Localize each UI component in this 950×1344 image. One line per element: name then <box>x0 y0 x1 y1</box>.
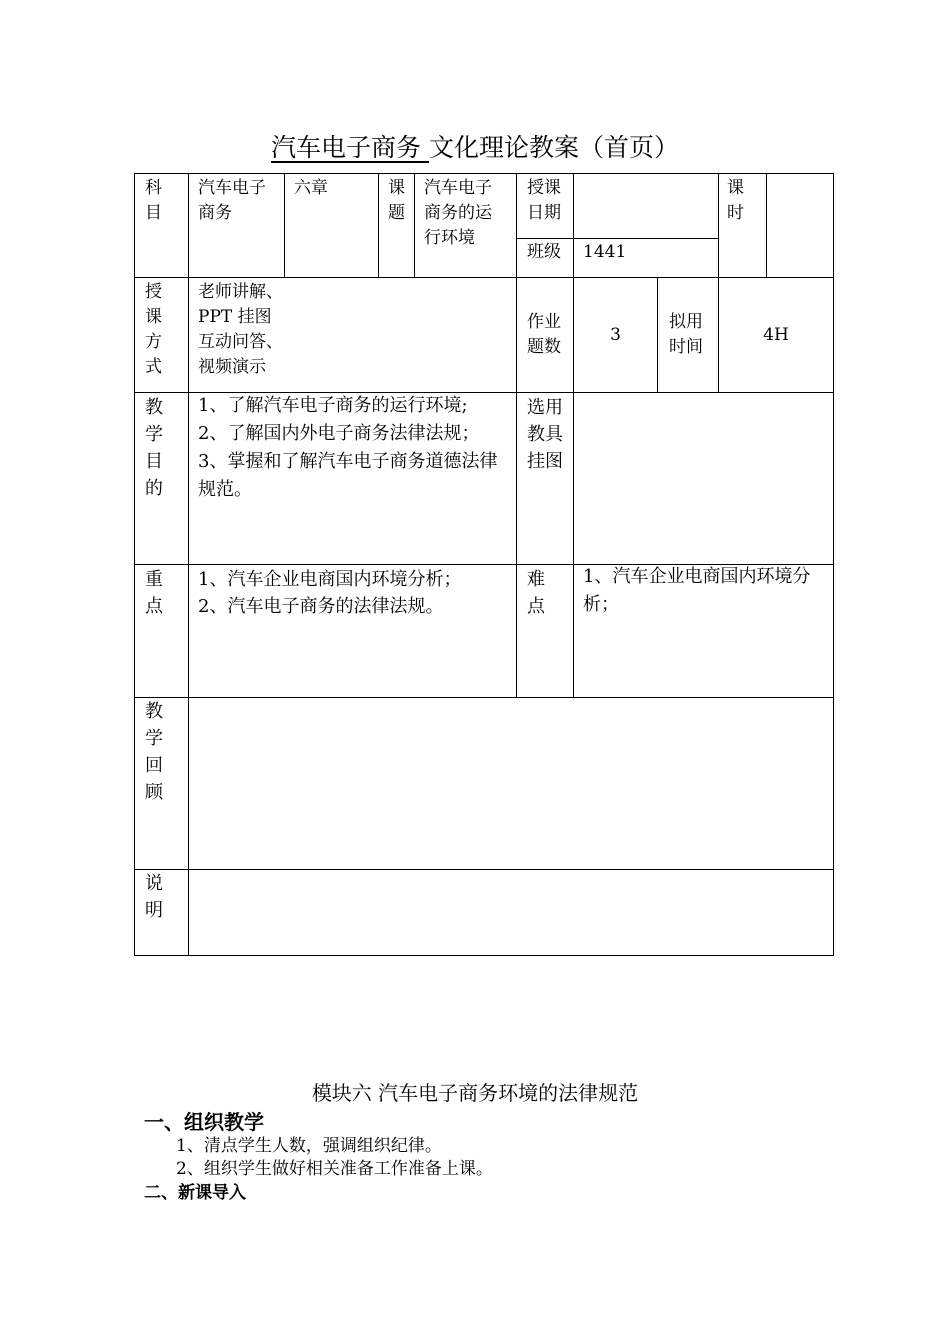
module-title: 模块六 汽车电子商务环境的法律规范 <box>311 1081 639 1105</box>
table-col-f <box>718 173 719 278</box>
notes-label: 说 明 <box>145 873 163 921</box>
table-col-h <box>657 277 658 393</box>
method-value: 老师讲解、 PPT 挂图 互动问答、 视频演示 <box>198 282 283 377</box>
keypoint-value: 1、汽车企业电商国内环境分析； 2、汽车电子商务的法律法规。 <box>198 569 462 617</box>
date-label: 授课 日期 <box>527 178 561 223</box>
topic-value: 汽车电子 商务的运 行环境 <box>424 178 492 248</box>
table-col-d <box>516 173 517 698</box>
table-border-right <box>833 173 834 956</box>
subject-label: 科 目 <box>145 178 162 223</box>
difficulty-value: 1、汽车企业电商国内环境分析； <box>583 566 811 615</box>
table-col-c <box>414 173 415 278</box>
table-col-b <box>378 173 379 278</box>
difficulty-label: 难 点 <box>527 569 545 617</box>
title-subject: 汽车电子商务 <box>271 133 429 162</box>
title-rest: 文化理论教案（首页） <box>428 133 679 162</box>
objective-value: 1、了解汽车电子商务的运行环境; 2、了解国内外电子商务法律法规； 3、掌握和了解汽车电子商务道德法律规范。 <box>198 395 498 500</box>
table-line-row5 <box>134 869 834 870</box>
table-col-e <box>573 173 574 698</box>
homework-value: 3 <box>610 325 621 345</box>
hours-label: 课 时 <box>727 178 744 223</box>
review-label: 教 学 回 顾 <box>145 701 163 803</box>
table-col-g <box>766 173 767 278</box>
table-line-row1 <box>134 277 834 278</box>
subject-value: 汽车电子 商务 <box>198 178 266 223</box>
list-item: 2、组织学生做好相关准备工作准备上课。 <box>176 1159 493 1179</box>
section-heading-intro: 二、新课导入 <box>144 1183 246 1203</box>
class-value: 1441 <box>583 242 627 262</box>
table-border-top <box>134 173 834 174</box>
table-col-label <box>188 173 189 956</box>
keypoint-label: 重 点 <box>145 569 163 617</box>
planned-time-label: 拟用 时间 <box>669 312 703 357</box>
tools-label: 选用 教具 挂图 <box>527 397 563 472</box>
chapter-value: 六章 <box>294 178 328 198</box>
table-border-bottom <box>134 955 834 956</box>
method-label: 授 课 方 式 <box>145 282 162 377</box>
planned-time-value: 4H <box>763 325 789 345</box>
topic-label: 课 题 <box>388 178 405 223</box>
section-heading-organize: 一、组织教学 <box>144 1110 264 1134</box>
table-border-left <box>134 173 135 956</box>
table-line-row4 <box>134 697 834 698</box>
homework-label: 作业 题数 <box>527 312 561 357</box>
table-line-class <box>516 238 718 239</box>
objective-label: 教 学 目 的 <box>145 397 163 499</box>
class-label: 班级 <box>527 242 561 262</box>
table-col-a <box>284 173 285 278</box>
list-item: 1、清点学生人数，强调组织纪律。 <box>176 1136 442 1156</box>
page-title <box>0 130 950 166</box>
